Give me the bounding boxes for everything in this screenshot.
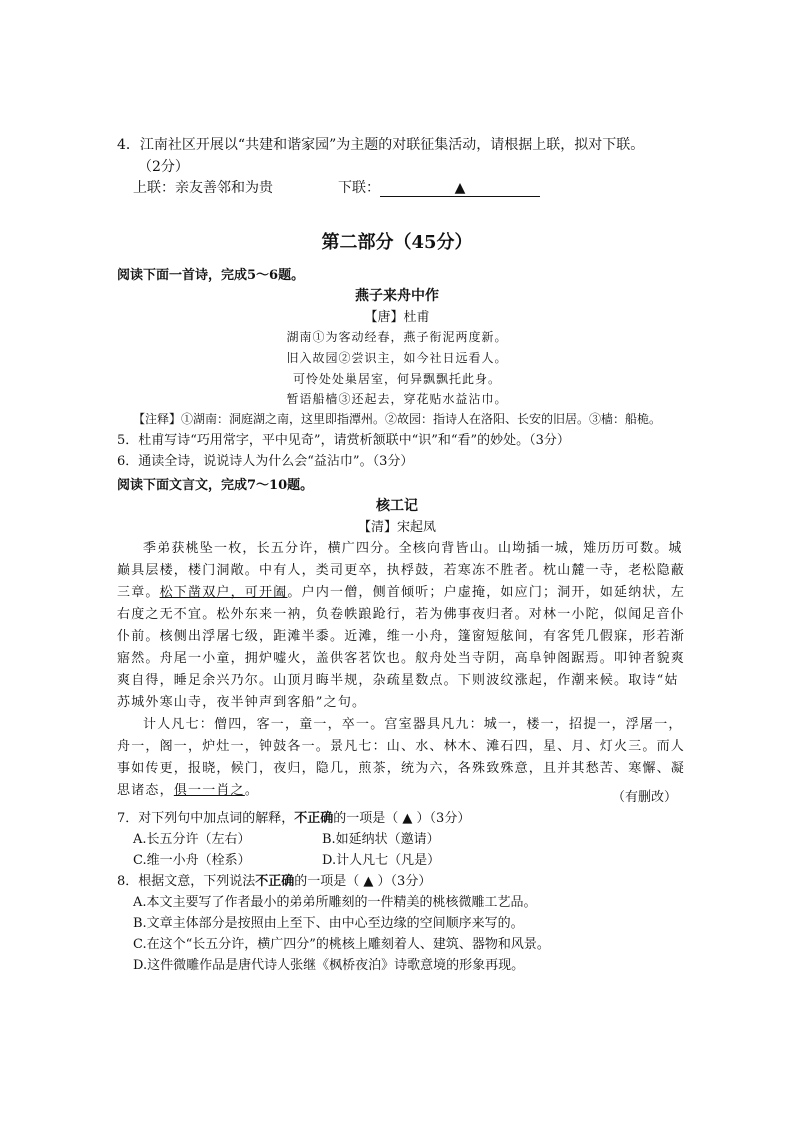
prose-p1-line-3 xyxy=(117,581,685,600)
prose-p1-line-4: 右度之无不宜。松外东来一衲，负卷帙踉跄行，若为佛事夜归者。对林一小陀，似闻足音仆 xyxy=(117,607,686,622)
q4-points: （2分） xyxy=(138,159,189,175)
prose-text: 三章。 xyxy=(117,585,160,600)
q4-lower-couplet xyxy=(338,177,540,197)
prose-p2-line-2: 舟一，阁一，炉灶一，钟鼓各一。景凡七：山、水、林木、滩石四，星、月、灯火三。而人 xyxy=(117,739,686,754)
poem-line-1: 湖南①为客动经春，燕子衔泥两度新。 xyxy=(286,330,508,344)
question-5: 5．杜甫写诗“巧用常字，平中见奇”，请赏析颔联中“识”和“看”的妙处。（3分） xyxy=(117,433,570,448)
q7-option-c[interactable]: C.维一小舟（栓系） xyxy=(133,853,251,868)
poem-author: 【唐】杜甫 xyxy=(364,310,430,325)
q7-option-a[interactable]: A.长五分许（左右） xyxy=(133,832,251,847)
q8-stem-b: 的一项是（ ▲ ）（3分） xyxy=(294,874,432,889)
question-6: 6．通读全诗，说说诗人为什么会“益沾巾”。（3分） xyxy=(117,454,414,469)
prose-text: 。户内一僧，侧首倾听；户虚掩，如应门；洞开，如延纳状，左 xyxy=(287,585,686,600)
poem-line-4: 暂语船樯③还起去，穿花贴水益沾巾。 xyxy=(286,392,508,406)
prose-text: 思诸态， xyxy=(117,783,174,798)
underlined-sentence: 松下凿双户，可开阖 xyxy=(159,585,288,600)
q4-upper-couplet: 上联：亲友善邻和为贵 xyxy=(133,180,273,196)
q4-answer-blank[interactable] xyxy=(380,180,540,197)
question-8-stem xyxy=(117,870,431,889)
poem-note: 【注释】①湖南：洞庭湖之南，这里即指潭州。②故园：指诗人在洛阳、长安的旧居。③樯：船桅。 xyxy=(133,412,662,426)
q4-line1: 4．江南社区开展以“共建和谐家园”为主题的对联征集活动，请根据上联，拟对下联。 xyxy=(117,137,645,153)
abridged-note: （有删改） xyxy=(612,790,678,805)
answer-mark: ▲ xyxy=(454,180,466,196)
q8-emphasis: 不正确 xyxy=(255,874,295,889)
prose-p1-line-6: 寤然。舟尾一小童，拥炉嘘火，盖供客茗饮也。舣舟处当寺阴，高阜钟阁踞焉。叩钟者貌爽 xyxy=(117,651,686,666)
q8-option-a[interactable]: A.本文主要写了作者最小的弟弟所雕刻的一件精美的桃核微雕工艺品。 xyxy=(133,895,537,910)
q7-emphasis: 不正确 xyxy=(294,811,334,826)
prose-instruction: 阅读下面文言文，完成7～10题。 xyxy=(117,478,314,493)
prose-p1-line-1: 季弟获桃坠一枚，长五分许，横广四分。全核向背皆山。山坳插一城，雉历历可数。城 xyxy=(143,541,683,556)
prose-p2-line-3: 事如传更，报晓，候门，夜归，隐几，煎茶，统为六，各殊致殊意，且并其愁苦、寒懈、凝 xyxy=(117,761,686,776)
prose-title: 核工记 xyxy=(376,498,418,514)
q7-option-b[interactable]: B.如延纳状（邀请） xyxy=(322,832,440,847)
poem-title: 燕子来舟中作 xyxy=(355,288,439,304)
q8-option-c[interactable]: C.在这个“长五分许，横广四分”的桃核上雕刻着人、建筑、器物和风景。 xyxy=(133,937,550,952)
q7-option-d[interactable]: D.计人凡七（凡是） xyxy=(322,853,441,868)
question-7-stem xyxy=(117,807,470,826)
prose-author: 【清】宋起凤 xyxy=(357,520,436,535)
poem-line-3: 可怜处处巢居室，何异飘飘托此身。 xyxy=(292,372,501,386)
prose-p1-line-7: 爽自得，睡足余兴乃尔。山顶月晦半规，杂疏星数点。下则波纹涨起，作潮来候。取诗“姑 xyxy=(117,673,679,688)
prose-p2-line-1: 计人凡七：僧四，客一，童一，卒一。宫室器具凡九：城一，楼一，招提一，浮屠一， xyxy=(143,717,683,732)
part2-title: 第二部分（45分） xyxy=(321,232,473,253)
poem-line-2: 旧入故园②尝识主，如今社日远看人。 xyxy=(286,351,508,365)
q7-stem-b: 的一项是（ ▲ ）（3分） xyxy=(333,811,471,826)
poem-instruction: 阅读下面一首诗，完成5～6题。 xyxy=(117,268,305,283)
prose-p1-line-2: 巅具层楼，楼门洞敞。中有人，类司更卒，执桴鼓，若寒冻不胜者。枕山麓一寺，老松隐蔽 xyxy=(117,563,686,578)
prose-p1-line-8: 苏城外寒山寺，夜半钟声到客船”之句。 xyxy=(117,695,367,710)
q4-lower-label: 下联： xyxy=(338,180,380,196)
prose-p2-line-4 xyxy=(117,779,259,798)
q8-option-b[interactable]: B.文章主体部分是按照由上至下、由中心至边缘的空间顺序来写的。 xyxy=(133,916,524,931)
prose-p1-line-5: 仆前。核侧出浮屠七级，距滩半黍。近滩，维一小舟，篷窗短舷间，有客凭几假寐，形若渐 xyxy=(117,629,686,644)
q8-stem-a: 8．根据文意，下列说法 xyxy=(117,874,256,889)
q8-option-d[interactable]: D.这件微雕作品是唐代诗人张继《枫桥夜泊》诗歌意境的形象再现。 xyxy=(133,958,525,973)
q7-stem-a: 7．对下列句中加点词的解释， xyxy=(117,811,295,826)
underlined-phrase: 俱一一肖之 xyxy=(173,783,245,798)
prose-text: 。 xyxy=(244,783,260,798)
